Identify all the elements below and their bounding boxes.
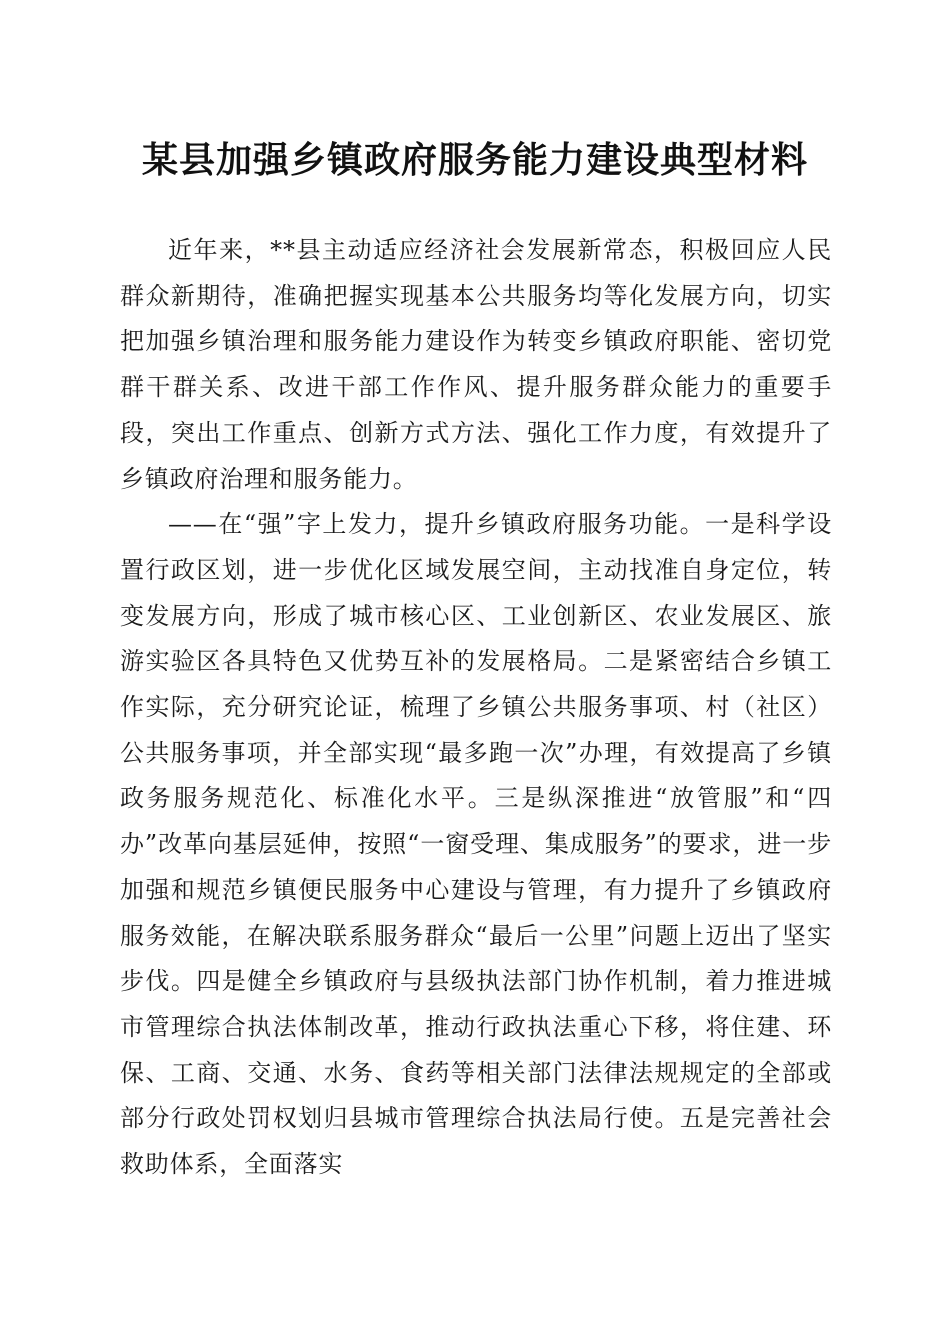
paragraph-intro: 近年来，**县主动适应经济社会发展新常态，积极回应人民群众新期待，准确把握实现基本公共服务均等化发展方向，切实把加强乡镇治理和服务能力建设作为转变乡镇政府职能、密切党群干群关系、改进干部工作作风、提升服务群众能力的重要手段，突出工作重点、创新方式方法、强化工作力度，有效提升了乡镇政府治理和服务能力。 <box>120 236 832 493</box>
document-body <box>120 228 832 1188</box>
document-title: 某县加强乡镇政府服务能力建设典型材料 <box>141 139 808 181</box>
paragraph-strengthen: ——在“强”字上发力，提升乡镇政府服务功能。一是科学设置行政区划，进一步优化区域发展空间，主动找准自身定位，转变发展方向，形成了城市核心区、工业创新区、农业发展区、旅游实验区各具特色又优势互补的发展格局。二是紧密结合乡镇工作实际，充分研究论证，梳理了乡镇公共服务事项、村（社区）公共服务事项，并全部实现“最多跑一次”办理，有效提高了乡镇政务服务规范化、标准化水平。三是纵深推进“放管服”和“四办”改革向基层延伸，按照“一窗受理、集成服务”的要求，进一步加强和规范乡镇便民服务中心建设与管理，有力提升了乡镇政府服务效能，在解决联系服务群众“最后一公里”问题上迈出了坚实步伐。四是健全乡镇政府与县级执法部门协作机制，着力推进城市管理综合执法体制改革，推动行政执法重心下移，将住建、环保、工商、交通、水务、食药等相关部门法律法规规定的全部或部分行政处罚权划归县城市管理综合执法局行使。五是完善社会救助体系，全面落实 <box>120 510 832 1179</box>
